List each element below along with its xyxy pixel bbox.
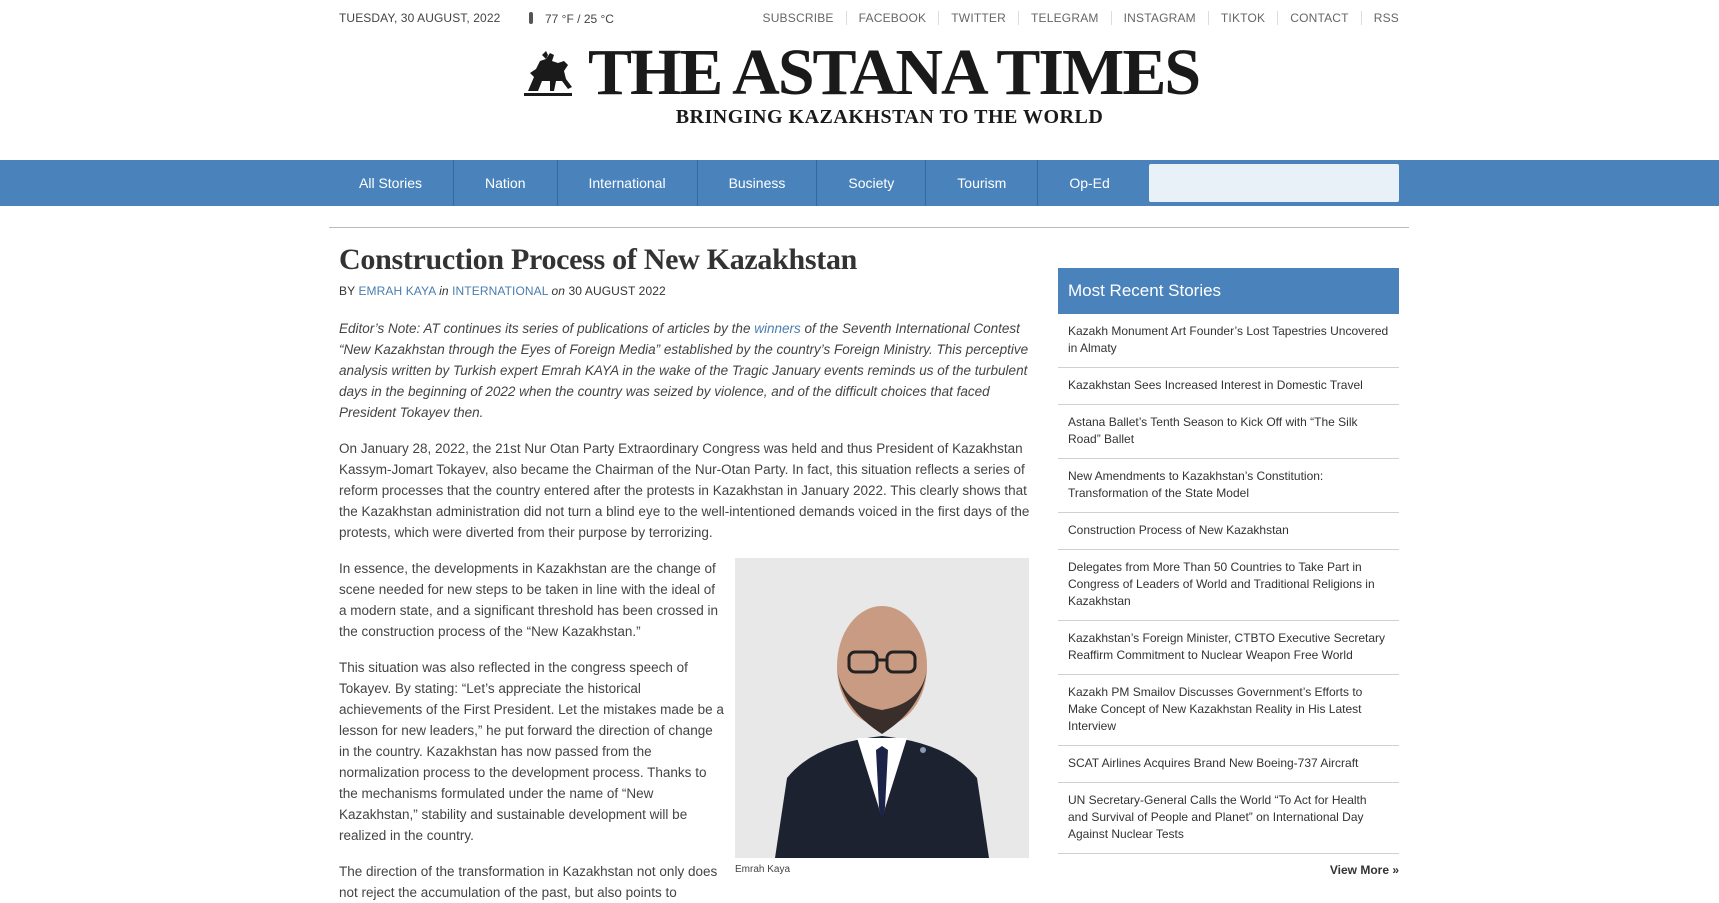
top-link-instagram[interactable]: INSTAGRAM <box>1111 11 1208 25</box>
divider <box>329 227 1409 228</box>
nav-items <box>339 160 1141 206</box>
list-item <box>1058 314 1399 368</box>
story-link[interactable]: Kazakhstan’s Foreign Minister, CTBTO Executive Secretary Reaffirm Commitment to Nuclear Weapon Free World <box>1068 631 1386 662</box>
story-link[interactable]: Construction Process of New Kazakhstan <box>1068 523 1289 537</box>
author-photo-figure <box>735 558 1029 875</box>
float-text <box>339 558 724 903</box>
horseman-icon <box>520 47 576 99</box>
top-link-tiktok[interactable]: TIKTOK <box>1208 11 1277 25</box>
top-link-subscribe[interactable]: SUBSCRIBE <box>762 11 834 25</box>
list-item <box>1058 550 1399 621</box>
byline <box>339 284 1039 298</box>
byline-by: BY <box>339 284 355 298</box>
story-link[interactable]: Delegates from More Than 50 Countries to Take Part in Congress of Leaders of World and Traditional Religions in Kazakhstan <box>1068 560 1375 608</box>
story-link[interactable]: New Amendments to Kazakhstan’s Constitution: Transformation of the State Model <box>1068 469 1324 500</box>
list-item <box>1058 675 1399 746</box>
weather-widget <box>529 11 614 26</box>
editor-note-before: Editor’s Note: AT continues its series of publications of articles by the <box>339 321 755 336</box>
current-date: TUESDAY, 30 AUGUST, 2022 <box>339 11 501 25</box>
nav-all-stories[interactable]: All Stories <box>339 160 454 206</box>
story-link[interactable]: SCAT Airlines Acquires Brand New Boeing-737 Aircraft <box>1068 756 1359 770</box>
nav-business[interactable]: Business <box>698 160 818 206</box>
story-link[interactable]: Kazakh PM Smailov Discusses Government’s Efforts to Make Concept of New Kazakhstan Reality in His Latest Interview <box>1068 685 1363 733</box>
paragraph-4: The direction of the transformation in Kazakhstan not only does not reject the accumulation of the past, but also points to <box>339 864 718 900</box>
top-link-facebook[interactable]: FACEBOOK <box>846 11 939 25</box>
nav-international[interactable]: International <box>558 160 698 206</box>
category-link[interactable]: INTERNATIONAL <box>452 284 549 298</box>
editor-note-after: of the Seventh International Contest “New Kazakhstan through the Eyes of Foreign Media” established by the country’s Foreign Ministry. This perceptive analysis written by Turkish expert Emrah KAYA in the wake of the Tragic January events reminds us of the turbulent days in the beginning of 2022 when the country was seized by violence, and of the difficult choices that faced President Tokayev then. <box>339 321 1029 420</box>
list-item <box>1058 459 1399 513</box>
nav-society[interactable]: Society <box>817 160 926 206</box>
article-title: Construction Process of New Kazakhstan <box>339 243 858 276</box>
logo[interactable] <box>0 36 1719 109</box>
main-nav <box>0 160 1719 206</box>
top-link-contact[interactable]: CONTACT <box>1277 11 1361 25</box>
article-body-with-photo <box>339 558 1039 903</box>
top-bar <box>339 10 1399 30</box>
thermometer-icon <box>529 12 533 24</box>
editor-note <box>339 318 1039 423</box>
masthead[interactable] <box>0 36 1719 132</box>
list-item <box>1058 368 1399 405</box>
site-tagline: BRINGING KAZAKHSTAN TO THE WORLD <box>675 106 1104 128</box>
list-item <box>1058 405 1399 459</box>
top-link-telegram[interactable]: TELEGRAM <box>1018 11 1111 25</box>
list-item <box>1058 746 1399 783</box>
winners-link[interactable]: winners <box>754 321 801 336</box>
top-link-twitter[interactable]: TWITTER <box>938 11 1018 25</box>
list-item <box>1058 621 1399 675</box>
story-link[interactable]: Kazakh Monument Art Founder’s Lost Tapestries Uncovered in Almaty <box>1068 324 1389 355</box>
story-link[interactable]: UN Secretary-General Calls the World “To Act for Health and Survival of People and Planet” on International Day Against Nuclear Tests <box>1068 793 1367 841</box>
story-link[interactable]: Astana Ballet’s Tenth Season to Kick Off with “The Silk Road” Ballet <box>1068 415 1358 446</box>
top-link-rss[interactable]: RSS <box>1361 11 1399 25</box>
author-link[interactable]: EMRAH KAYA <box>358 284 436 298</box>
article <box>339 240 1039 903</box>
nav-tourism[interactable]: Tourism <box>926 160 1038 206</box>
weather-text: 77 °F / 25 °C <box>545 12 614 26</box>
nav-op-ed[interactable]: Op-Ed <box>1069 175 1110 191</box>
publish-date: 30 AUGUST 2022 <box>568 284 666 298</box>
paragraph-2: In essence, the developments in Kazakhstan are the change of scene needed for new steps to be taken in line with the ideal of a modern state, and a significant threshold has been crossed in the construction process of the “New Kazakhstan.” <box>339 561 718 639</box>
recent-stories-list <box>1058 314 1399 854</box>
paragraph-1: On January 28, 2022, the 21st Nur Otan Party Extraordinary Congress was held and thus President of Kazakhstan Kassym-Jomart Tokayev, also became the Chairman of the Nur-Otan Party. In fact, this situation reflects a series of reform processes that the country entered after the protests in Kazakhstan in January 2022. This clearly shows that the Kazakhstan administration did not turn a blind eye to the well-intentioned demands voiced in the first days of the protests, which were diverted from their purpose by terrorizing. <box>339 441 1030 540</box>
story-link[interactable]: Kazakhstan Sees Increased Interest in Domestic Travel <box>1068 378 1363 392</box>
search-input[interactable] <box>1149 164 1399 202</box>
list-item <box>1058 513 1399 550</box>
nav-nation[interactable]: Nation <box>454 160 557 206</box>
list-item <box>1058 783 1399 854</box>
byline-on: on <box>551 284 566 298</box>
most-recent-heading: Most Recent Stories <box>1058 268 1399 314</box>
site-title: THE ASTANA TIMES <box>587 36 1200 109</box>
paragraph-3: This situation was also reflected in the congress speech of Tokayev. By stating: “Let’s appreciate the historical achievements of the First President. Let the mistakes made be a lesson for new leaders,” he put forward the direction of change in the country. Kazakhstan has now passed from the normalization process to the development process. Thanks to the mechanisms formulated under the name of “New Kazakhstan,” stability and sustainable development will be realized in the country. <box>339 660 724 843</box>
photo-caption: Emrah Kaya <box>735 864 791 875</box>
view-more-link[interactable]: View More » <box>1329 863 1399 877</box>
byline-in: in <box>439 284 449 298</box>
sidebar <box>1058 268 1399 877</box>
author-photo[interactable] <box>735 558 1029 858</box>
top-links <box>750 11 1399 25</box>
